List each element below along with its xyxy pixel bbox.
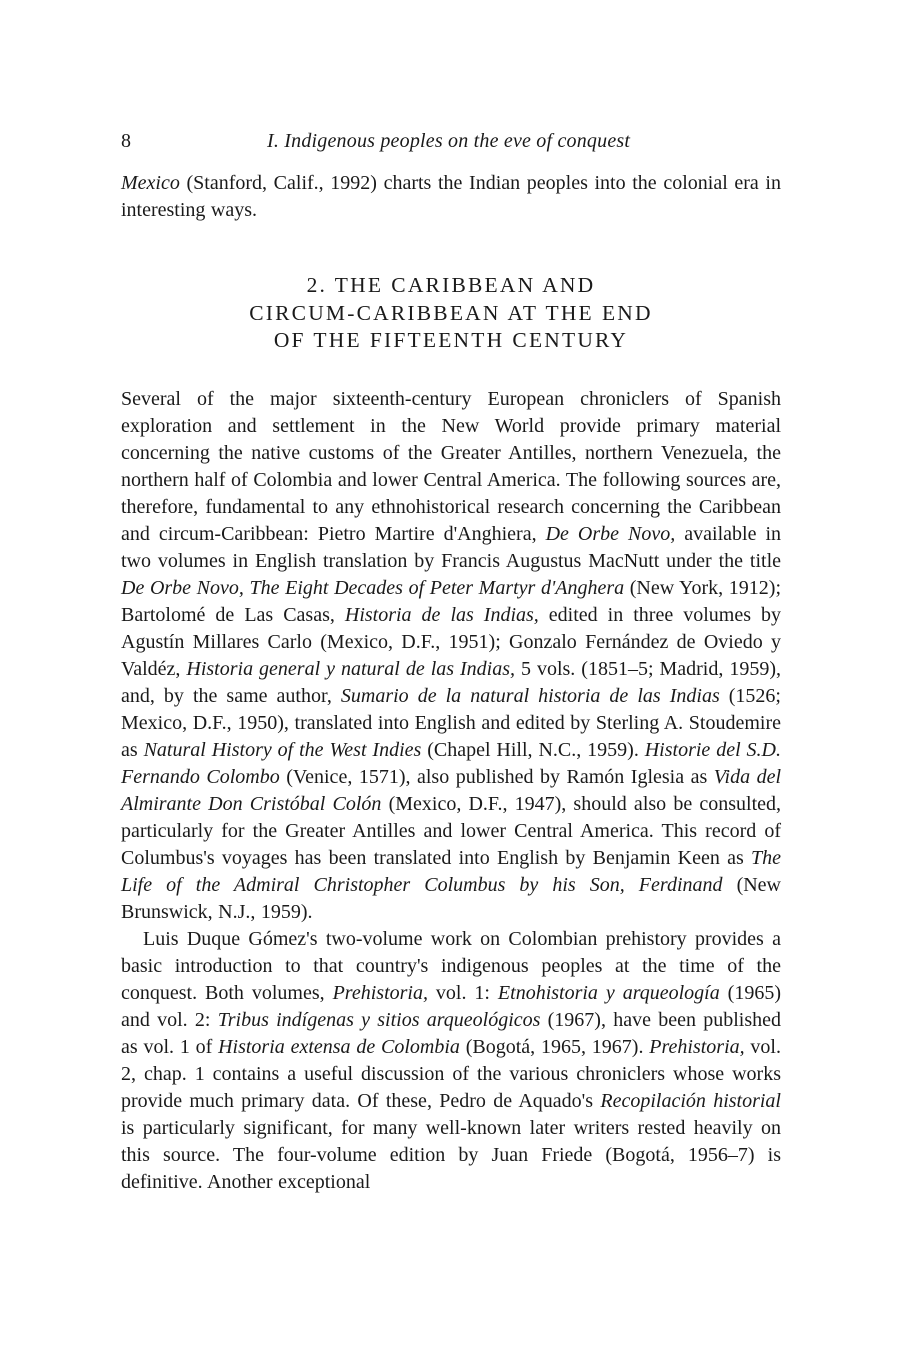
section-heading-line-2: CIRCUM-CARIBBEAN AT THE END xyxy=(249,300,653,325)
chapter-running-title: I. Indigenous peoples on the eve of conquest xyxy=(267,130,631,152)
text-run: 5 vols. (1851–5; Madrid, 1959), and, by the same author, xyxy=(121,657,781,707)
text-run: (Venice, 1571), also published by Ramón Iglesia as xyxy=(279,765,714,788)
book-page xyxy=(121,126,781,1196)
text-run: (Bogotá, 1965, 1967). xyxy=(459,1035,650,1058)
italic-title: Vida del Almirante Don Cristóbal Colón xyxy=(121,765,782,815)
italic-title: The Life of the Admiral Christopher Columbus by his Son, Ferdinand xyxy=(121,846,781,896)
italic-title: Sumario de la natural historia de las Indias xyxy=(340,684,720,707)
italic-title: Mexico xyxy=(121,172,180,194)
text-run: (Chapel Hill, N.C., 1959). xyxy=(421,738,645,761)
text-run: edited in three volumes by Agustín Millares Carlo (Mexico, D.F., 1951); Gonzalo Fernández de Oviedo y Valdéz, xyxy=(121,603,781,680)
paragraph-colombian-prehistory xyxy=(121,926,781,1196)
text-run: (1967), have been published as vol. 1 of xyxy=(121,1008,781,1058)
text-run: Several of the major sixteenth-century European chroniclers of Spanish exploration and settlement in the New World provide primary material concerning the native customs of the Greater Antilles, northern Venezuela, the northern half of Colombia and lower Central America. The following sources are, therefore, fundamental to any ethnohistorical research concerning the Caribbean and circum-Caribbean: Pietro Martire d'Anghiera, xyxy=(121,387,781,545)
text-run: vol. 1: xyxy=(427,981,498,1004)
italic-title: Historie del S.D. Fernando Colombo xyxy=(121,738,781,788)
italic-title: Recopilación historial xyxy=(600,1089,781,1112)
italic-title: Historia extensa de Colombia xyxy=(218,1035,460,1058)
italic-title: De Orbe Novo, xyxy=(545,522,676,545)
body-text xyxy=(121,170,781,1196)
text-run: (New Brunswick, N.J., 1959). xyxy=(121,873,781,923)
italic-title: Historia general y natural de las Indias, xyxy=(186,657,516,680)
text-run: available in two volumes in English translation by Francis Augustus MacNutt under the title xyxy=(121,522,782,572)
italic-title: Tribus indígenas y sitios arqueológicos xyxy=(217,1008,541,1031)
text-run: vol. 2, chap. 1 contains a useful discussion of the various chroniclers whose works provide much primary data. Of these, Pedro de Aquado's xyxy=(121,1035,781,1112)
text-run: (New York, 1912); Bartolomé de Las Casas, xyxy=(121,576,781,626)
text-run: Luis Duque Gómez's two-volume work on Colombian prehistory provides a basic introduction to that country's indigenous peoples at the time of the conquest. Both volumes, xyxy=(121,927,781,1004)
page-number: 8 xyxy=(121,130,131,152)
section-heading-line-3: OF THE FIFTEENTH CENTURY xyxy=(273,328,629,352)
section-heading-line-1: 2. THE CARIBBEAN AND xyxy=(306,273,596,297)
running-head xyxy=(121,126,781,156)
text-run: (Mexico, D.F., 1947), should also be consulted, particularly for the Greater Antilles and lower Central America. This record of Columbus's voyages has been translated into English by Benjamin Keen as xyxy=(121,792,782,869)
italic-title: Etnohistoria y arqueología xyxy=(497,981,720,1004)
italic-title: Prehistoria, xyxy=(332,981,428,1004)
text-run: (Stanford, Calif., 1992) charts the Indian peoples into the colonial era in interesting ways. xyxy=(121,172,781,221)
text-run: is particularly significant, for many well-known later writers rested heavily on this source. The four-volume edition by Juan Friede (Bogotá, 1956–7) is definitive. Another exceptional xyxy=(121,1116,781,1193)
continued-paragraph xyxy=(121,170,781,224)
section-heading xyxy=(121,272,781,355)
text-run: (1965) and vol. 2: xyxy=(121,981,781,1031)
italic-title: Prehistoria, xyxy=(649,1035,745,1058)
paragraph-chroniclers xyxy=(121,386,781,926)
italic-title: Natural History of the West Indies xyxy=(143,738,422,761)
italic-title: Historia de las Indias, xyxy=(344,603,539,626)
italic-title: De Orbe Novo, The Eight Decades of Peter Martyr d'Anghera xyxy=(121,576,625,599)
text-run: (1526; Mexico, D.F., 1950), translated into English and edited by Sterling A. Stoudemire as xyxy=(121,684,781,761)
